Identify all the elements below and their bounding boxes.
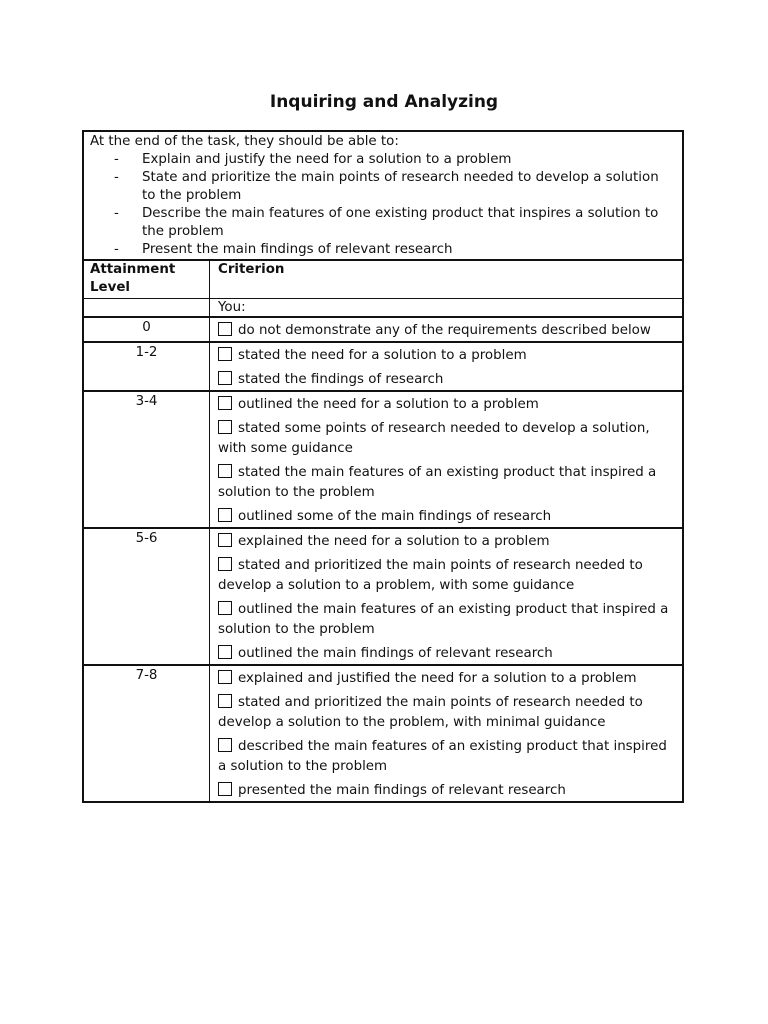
criteria-cell <box>210 343 682 390</box>
checkbox-icon[interactable] <box>218 557 232 571</box>
learning-objectives <box>84 132 682 259</box>
checkbox-icon[interactable] <box>218 645 232 659</box>
criterion-item <box>218 556 676 600</box>
criterion-text: outlined the main findings of relevant research <box>238 646 553 661</box>
checkbox-icon[interactable] <box>218 322 232 336</box>
criterion-item <box>218 395 676 419</box>
criterion-text: outlined the need for a solution to a problem <box>238 397 539 412</box>
criteria-grid <box>84 259 682 801</box>
objective-text: Present the main findings of relevant research <box>142 242 453 257</box>
objective-text: Explain and justify the need for a solution to a problem <box>142 152 512 167</box>
bullet-dash: - <box>114 242 119 257</box>
criterion-text: stated the need for a solution to a problem <box>238 348 527 363</box>
criterion-text: do not demonstrate any of the requirements described below <box>238 323 651 338</box>
criterion-item <box>218 737 676 781</box>
criterion-item <box>218 321 676 341</box>
criterion-item <box>218 600 676 644</box>
table-row-level-0 <box>84 316 682 341</box>
attainment-level-value: 7-8 <box>84 666 210 801</box>
criteria-cell <box>210 392 682 527</box>
criterion-item <box>218 507 676 527</box>
criteria-list <box>218 529 676 664</box>
criteria-cell <box>210 529 682 664</box>
objective-item <box>90 205 676 241</box>
rubric-table <box>82 130 684 803</box>
checkbox-icon[interactable] <box>218 782 232 796</box>
checkbox-icon[interactable] <box>218 347 232 361</box>
bullet-dash: - <box>114 152 119 167</box>
checkbox-icon[interactable] <box>218 694 232 708</box>
attainment-level-value: 1-2 <box>84 343 210 390</box>
criterion-item <box>218 370 676 390</box>
objective-text: State and prioritize the main points of research needed to develop a solution to the problem <box>142 170 659 203</box>
attainment-level-value: 3-4 <box>84 392 210 527</box>
attainment-level-value: 5-6 <box>84 529 210 664</box>
checkbox-icon[interactable] <box>218 396 232 410</box>
level-rows <box>84 316 682 801</box>
table-subheader-row <box>84 298 682 316</box>
criterion-text: presented the main findings of relevant research <box>238 783 566 798</box>
criterion-item <box>218 644 676 664</box>
objective-item <box>90 241 676 259</box>
attainment-level-value: 0 <box>84 318 210 341</box>
criterion-text: described the main features of an existing product that inspired a solution to the problem <box>218 739 667 774</box>
criterion-text: stated the findings of research <box>238 372 444 387</box>
header-criterion: Criterion <box>218 262 285 277</box>
page-title: Inquiring and Analyzing <box>269 92 499 112</box>
table-header-row <box>84 261 682 298</box>
criterion-text: stated some points of research needed to develop a solution, with some guidance <box>218 421 650 456</box>
criteria-list <box>218 666 676 801</box>
objective-text: Describe the main features of one existing product that inspires a solution to the problem <box>142 206 659 239</box>
criterion-text: outlined some of the main findings of research <box>238 509 552 524</box>
criteria-list <box>218 318 676 341</box>
empty-cell <box>84 299 210 316</box>
checkbox-icon[interactable] <box>218 533 232 547</box>
checkbox-icon[interactable] <box>218 420 232 434</box>
criterion-item <box>218 346 676 370</box>
objective-item <box>90 151 676 169</box>
criterion-text: stated and prioritized the main points of research needed to develop a solution to the problem, with minimal guidance <box>218 695 643 730</box>
criterion-text: outlined the main features of an existing product that inspired a solution to the problem <box>218 602 669 637</box>
table-row-level-3-4 <box>84 390 682 527</box>
bullet-dash: - <box>114 206 119 221</box>
table-row-level-1-2 <box>84 341 682 390</box>
table-row-level-7-8 <box>84 664 682 801</box>
criterion-item <box>218 532 676 556</box>
criterion-item <box>218 669 676 693</box>
subheader-you: You: <box>218 300 246 315</box>
criterion-item <box>218 419 676 463</box>
criterion-item <box>218 693 676 737</box>
criterion-text: explained the need for a solution to a problem <box>238 534 550 549</box>
criteria-list <box>218 343 676 390</box>
checkbox-icon[interactable] <box>218 371 232 385</box>
checkbox-icon[interactable] <box>218 508 232 522</box>
bullet-dash: - <box>114 170 119 185</box>
objectives-list <box>90 151 676 259</box>
criterion-item <box>218 781 676 801</box>
checkbox-icon[interactable] <box>218 670 232 684</box>
criterion-text: explained and justified the need for a solution to a problem <box>238 671 637 686</box>
criteria-list <box>218 392 676 527</box>
table-row-level-5-6 <box>84 527 682 664</box>
objectives-lead: At the end of the task, they should be able to: <box>90 134 399 149</box>
criterion-text: stated the main features of an existing product that inspired a solution to the problem <box>218 465 657 500</box>
checkbox-icon[interactable] <box>218 464 232 478</box>
criterion-item <box>218 463 676 507</box>
checkbox-icon[interactable] <box>218 738 232 752</box>
checkbox-icon[interactable] <box>218 601 232 615</box>
criteria-cell <box>210 318 682 341</box>
criteria-cell <box>210 666 682 801</box>
header-attainment-level: Attainment Level <box>84 261 210 298</box>
criterion-text: stated and prioritized the main points of research needed to develop a solution to a problem, with some guidance <box>218 558 643 593</box>
objective-item <box>90 169 676 205</box>
